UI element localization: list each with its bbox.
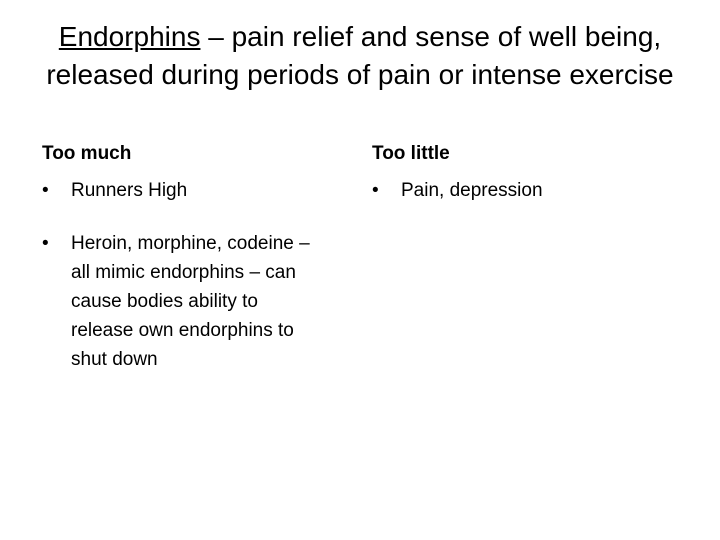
- too-little-list: [372, 176, 672, 205]
- too-much-column: [42, 140, 342, 398]
- bullet-icon: •: [372, 180, 379, 201]
- list-item: [372, 176, 672, 205]
- too-little-column: [372, 140, 672, 229]
- title-description: – pain relief and sense of well being, released during periods of pain or intense exercise: [46, 21, 674, 90]
- list-item: [42, 176, 324, 205]
- too-much-list: [42, 176, 342, 374]
- slide-title: [30, 18, 690, 94]
- too-little-heading: Too little: [372, 143, 450, 164]
- bullet-icon: •: [42, 233, 49, 254]
- list-item-text: Pain, depression: [401, 180, 543, 201]
- list-item-text: Heroin, morphine, codeine – all mimic endorphins – can cause bodies ability to release own endorphins to shut down: [71, 233, 310, 370]
- too-much-heading: Too much: [42, 143, 132, 164]
- title-term: Endorphins: [58, 21, 201, 52]
- list-item-text: Runners High: [71, 180, 188, 201]
- bullet-icon: •: [42, 180, 49, 201]
- list-item: [42, 229, 324, 374]
